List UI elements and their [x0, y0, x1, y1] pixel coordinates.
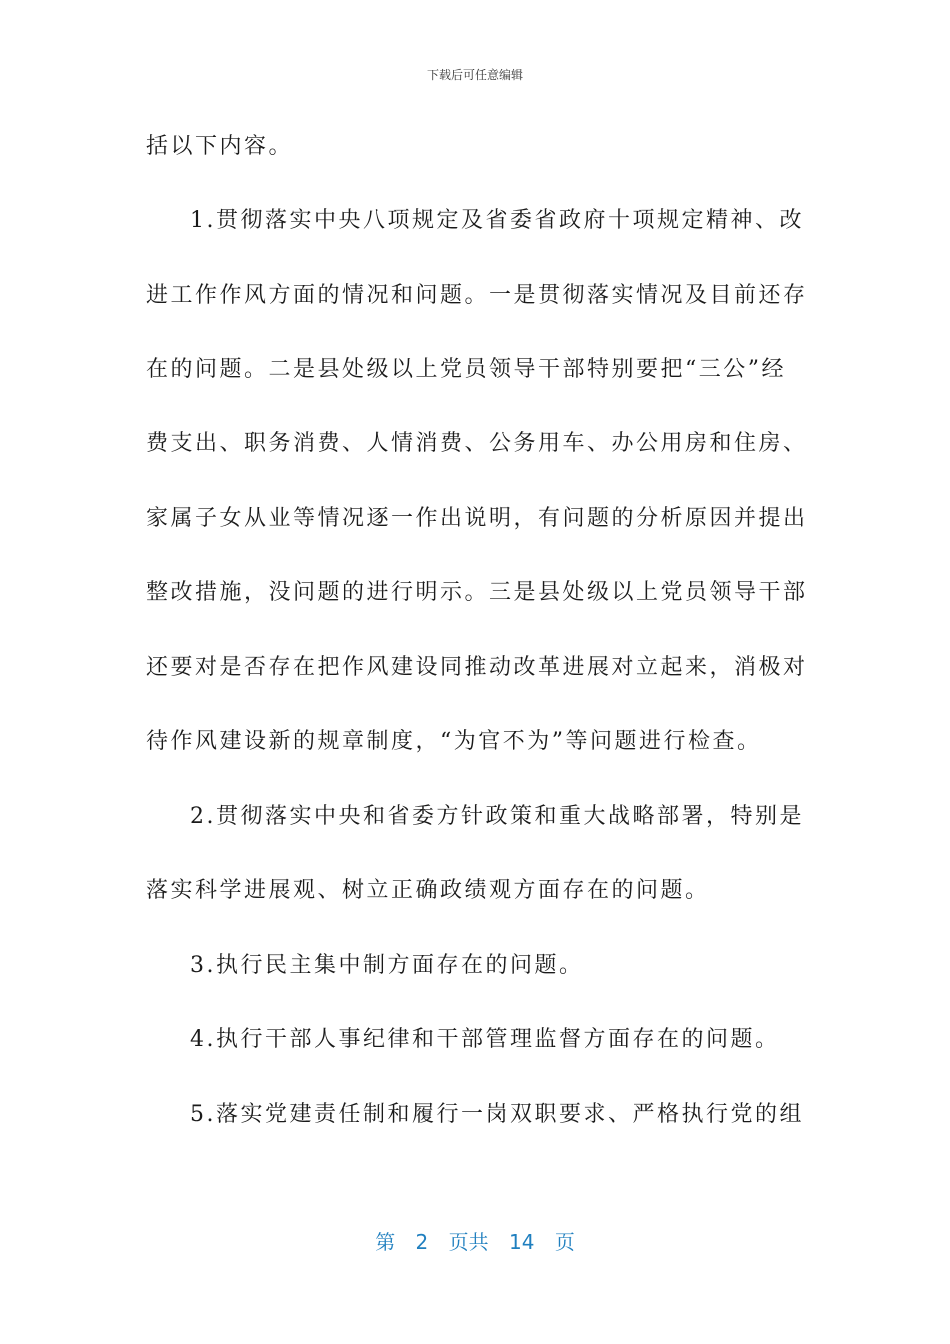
- body-line-12: 3.执行民主集中制方面存在的问题。: [190, 953, 584, 978]
- footer-current-page: 2: [415, 1230, 429, 1254]
- body-line-7: 整改措施，没问题的进行明示。三是县处级以上党员领导干部: [146, 580, 808, 605]
- body-line-1: 括以下内容。: [146, 134, 294, 159]
- page-number-footer: [0, 1226, 950, 1255]
- body-line-10: 2.贯彻落实中央和省委方针政策和重大战略部署，特别是: [190, 804, 804, 829]
- body-line-2: 1.贯彻落实中央八项规定及省委省政府十项规定精神、改: [190, 208, 804, 233]
- page-header-note: 下载后可任意编辑: [426, 68, 523, 82]
- body-line-4: 在的问题。二是县处级以上党员领导干部特别要把“三公”经: [146, 357, 786, 382]
- body-line-13: 4.执行干部人事纪律和干部管理监督方面存在的问题。: [190, 1027, 780, 1052]
- body-line-9: 待作风建设新的规章制度，“为官不为”等问题进行检查。: [146, 729, 762, 754]
- body-line-3: 进工作作风方面的情况和问题。一是贯彻落实情况及目前还存: [146, 283, 808, 308]
- body-line-6: 家属子女从业等情况逐一作出说明，有问题的分析原因并提出: [146, 506, 808, 531]
- body-line-5: 费支出、职务消费、人情消费、公务用车、办公用房和住房、: [146, 431, 808, 456]
- footer-prefix: 第: [375, 1230, 396, 1254]
- body-line-11: 落实科学进展观、树立正确政绩观方面存在的问题。: [146, 878, 710, 903]
- body-line-8: 还要对是否存在把作风建设同推动改革进展对立起来，消极对: [146, 655, 808, 680]
- footer-middle: 页共: [448, 1230, 489, 1254]
- footer-suffix: 页: [554, 1230, 575, 1254]
- body-line-14: 5.落实党建责任制和履行一岗双职要求、严格执行党的组: [190, 1102, 804, 1127]
- footer-total-pages: 14: [509, 1230, 535, 1254]
